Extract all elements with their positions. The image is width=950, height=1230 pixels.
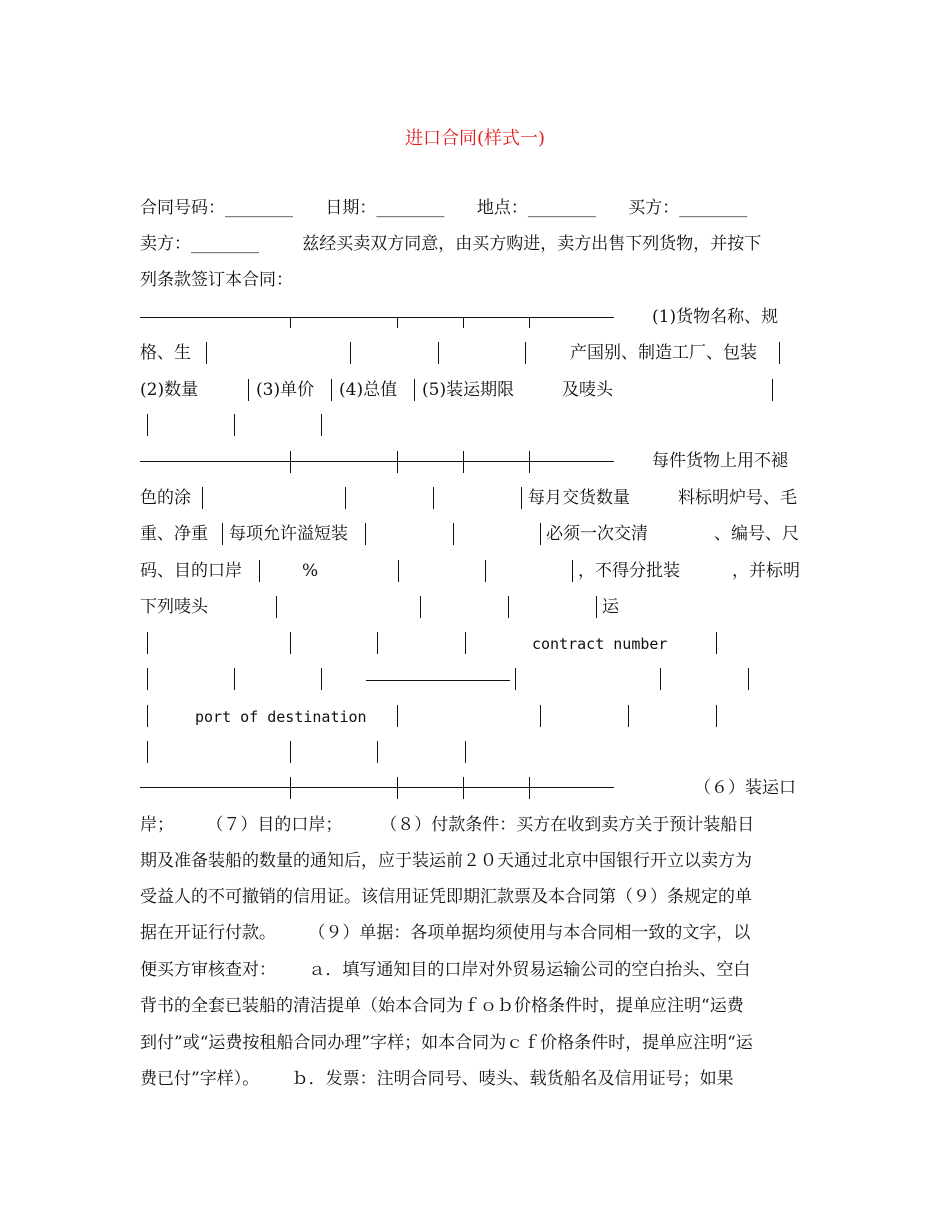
table-divider	[521, 487, 522, 509]
table-divider	[397, 317, 398, 328]
text-line: 卖方：________ 兹经买卖双方同意，由买方购进，卖方出售下列货物，并按下	[140, 234, 762, 254]
text-line: 期及准备装船的数量的通知后，应于装运前２０天通过北京中国银行开立以卖方为	[140, 851, 752, 871]
table-divider	[206, 342, 207, 364]
table-divider	[290, 777, 291, 799]
table-divider	[290, 632, 291, 654]
table-divider	[420, 596, 421, 618]
table-cell-text: (3)单价	[256, 380, 315, 400]
table-cell-text: (1)货物名称、规	[652, 307, 779, 327]
table-divider	[525, 342, 526, 364]
table-cell-text: 产国别、制造工厂、包装	[570, 343, 757, 363]
table-divider	[365, 523, 366, 545]
table-cell-text: ，不得分批装	[578, 561, 680, 581]
table-divider	[234, 414, 235, 436]
table-divider	[660, 668, 661, 690]
table-divider	[259, 560, 260, 582]
table-divider	[508, 596, 509, 618]
table-divider	[234, 668, 235, 690]
table-divider	[779, 342, 780, 364]
text-line: 岸； （７）目的口岸； （８）付款条件：买方在收到卖方关于预计装船日	[140, 815, 755, 835]
table-divider	[433, 487, 434, 509]
table-cell-text: (4)总值	[339, 380, 398, 400]
table-rule	[140, 787, 614, 788]
table-divider	[397, 451, 398, 473]
table-divider	[748, 668, 749, 690]
table-divider	[515, 668, 516, 690]
table-cell-text: 每月交货数量	[528, 488, 630, 508]
table-cell-text: 料标明炉号、毛	[678, 488, 797, 508]
table-divider	[147, 668, 148, 690]
table-divider	[716, 632, 717, 654]
table-divider	[438, 342, 439, 364]
table-divider	[716, 705, 717, 727]
table-divider	[463, 451, 464, 473]
table-cell-text: 下列唛头	[140, 597, 208, 617]
table-cell-text: %	[302, 561, 319, 581]
document-title: 进口合同(样式一)	[404, 128, 546, 149]
table-divider	[465, 741, 466, 763]
table-divider	[596, 596, 597, 618]
table-cell-text: (2)数量	[140, 380, 199, 400]
table-rule	[140, 317, 614, 318]
table-cell-text: 运	[602, 597, 619, 617]
table-divider	[377, 741, 378, 763]
text-line: 费已付”字样）。 ｂ．发票：注明合同号、唛头、载货船名及信用证号；如果	[140, 1069, 734, 1089]
table-cell-text: 重、净重	[140, 524, 208, 544]
table-divider	[529, 451, 530, 473]
table-cell-text: (5)装运期限	[422, 380, 515, 400]
table-divider	[202, 487, 203, 509]
table-cell-text: 色的涂	[140, 488, 191, 508]
table-cell-text: 每项允许溢短装	[229, 524, 348, 544]
table-divider	[529, 317, 530, 328]
text-line: 受益人的不可撤销的信用证。该信用证凭即期汇款票及本合同第（９）条规定的单	[140, 887, 752, 907]
table-divider	[147, 414, 148, 436]
table-divider	[147, 705, 148, 727]
text-line: 到付”或“运费按租船合同办理”字样；如本合同为ｃｆ价格条件时，提单应注明“运	[140, 1033, 753, 1053]
table-divider	[290, 451, 291, 473]
table-divider	[248, 379, 249, 401]
table-cell-text: port of destination	[195, 708, 367, 726]
table-divider	[331, 379, 332, 401]
table-divider	[350, 342, 351, 364]
table-divider	[628, 705, 629, 727]
table-cell-text: （６）装运口	[694, 778, 796, 798]
table-cell-text: 必须一次交清	[546, 524, 648, 544]
table-cell-text: 码、目的口岸	[140, 561, 242, 581]
table-divider	[453, 523, 454, 545]
table-divider	[414, 379, 415, 401]
text-line: 据在开证行付款。 （９）单据：各项单据均须使用与本合同相一致的文字，以	[140, 923, 751, 943]
table-divider	[377, 632, 378, 654]
table-divider	[290, 741, 291, 763]
table-divider	[147, 741, 148, 763]
table-divider	[321, 414, 322, 436]
table-divider	[540, 705, 541, 727]
table-divider	[290, 317, 291, 328]
table-divider	[397, 777, 398, 799]
table-divider	[485, 560, 486, 582]
table-divider	[772, 379, 773, 401]
table-cell-text: contract number	[532, 635, 668, 653]
table-divider	[147, 632, 148, 654]
table-divider	[397, 705, 398, 727]
text-line: 列条款签订本合同：	[140, 270, 293, 290]
table-cell-text: ，并标明	[732, 561, 800, 581]
table-cell-text: 及唛头	[562, 380, 613, 400]
table-divider	[463, 777, 464, 799]
table-divider	[398, 560, 399, 582]
table-cell-text: 格、生	[140, 343, 191, 363]
text-line: 背书的全套已装船的清洁提单（始本合同为ｆｏｂ价格条件时，提单应注明“运费	[140, 996, 744, 1016]
table-rule	[140, 461, 614, 462]
table-divider	[540, 523, 541, 545]
table-divider	[463, 317, 464, 328]
table-divider	[345, 487, 346, 509]
header-fields-line: 合同号码：________ 日期：________ 地点：________ 买方：________	[140, 198, 748, 218]
table-divider	[276, 596, 277, 618]
table-divider	[572, 560, 573, 582]
table-cell-text: 、编号、尺	[714, 524, 799, 544]
text-line: 便买方审核查对： ａ．填写通知目的口岸对外贸易运输公司的空白抬头、空白	[140, 960, 751, 980]
table-cell-text: 每件货物上用不褪	[652, 451, 788, 471]
table-divider	[321, 668, 322, 690]
table-divider	[529, 777, 530, 799]
table-rule	[366, 680, 510, 681]
table-divider	[465, 632, 466, 654]
table-divider	[222, 523, 223, 545]
